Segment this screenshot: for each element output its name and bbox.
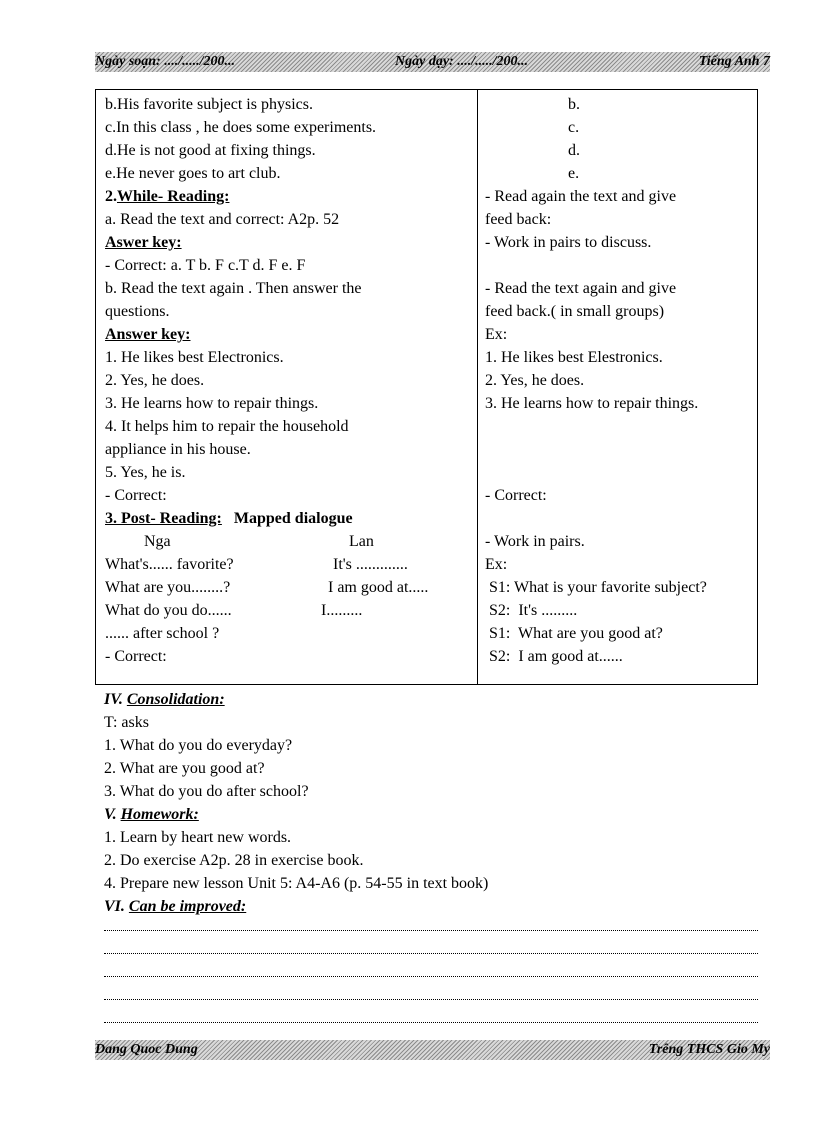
task-d: d.He is not good at fixing things. [105,142,316,159]
task-e: e.He never goes to art club. [105,165,281,182]
while-reading-heading: 2.While- Reading: [105,188,230,205]
right-ex-1: Ex: [485,326,508,343]
right-answer-2: 2. Yes, he does. [485,372,585,389]
dialogue-3a: What do you do...... [105,602,232,619]
right-e: e. [568,165,580,182]
dialogue-1a: What's...... favorite? [105,556,234,573]
dialogue-2a: What are you........? [105,579,231,596]
task-b: b.His favorite subject is physics. [105,96,313,113]
right-feedback-groups: feed back.( in small groups) [485,303,665,320]
right-answer-1: 1. He likes best Elestronics. [485,349,663,366]
right-c: c. [568,119,580,136]
dialogue-4a: ...... after school ? [105,625,220,642]
right-d: d. [568,142,580,159]
column-divider [477,90,478,684]
dotted-line-2 [104,953,758,954]
right-ex-2: Ex: [485,556,508,573]
consolidation-q1: 1. What do you do everyday? [104,737,293,754]
dialogue-1b: It's ............. [333,556,408,573]
answer-5: 5. Yes, he is. [105,464,186,481]
date-prepared: Ngày soạn: ..../...../200... [95,54,235,69]
right-work-pairs: - Work in pairs to discuss. [485,234,652,251]
answer-1: 1. He likes best Electronics. [105,349,284,366]
right-answer-3: 3. He learns how to repair things. [485,395,699,412]
answer-key-heading-1: Aswer key: [105,234,182,251]
name-lan: Lan [349,533,374,550]
dotted-line-3 [104,976,758,977]
right-correct: - Correct: [485,487,547,504]
correct-label-2: - Correct: [105,648,167,665]
while-reading-a: a. Read the text and correct: A2p. 52 [105,211,340,228]
correct-label-1: - Correct: [105,487,167,504]
name-nga: Nga [144,533,171,550]
answer-2: 2. Yes, he does. [105,372,205,389]
answer-4-line-1: 4. It helps him to repair the household [105,418,349,435]
dialogue-3b: I......... [321,602,363,619]
dotted-line-1 [104,930,758,931]
right-work-pairs-2: - Work in pairs. [485,533,585,550]
consolidation-q3: 3. What do you do after school? [104,783,309,800]
lesson-table [95,89,758,685]
header-band [95,52,770,72]
right-s1-question-2: S1: What are you good at? [485,625,663,642]
right-s1-question: S1: What is your favorite subject? [485,579,707,596]
subject-label: Tiếng Anh 7 [698,54,770,69]
while-reading-b-1: b. Read the text again . Then answer the [105,280,362,297]
right-b: b. [568,96,580,113]
homework-3: 4. Prepare new lesson Unit 5: A4-A6 (p. 54-55 in text book) [104,875,489,892]
consolidation-teacher: T: asks [104,714,149,731]
homework-1: 1. Learn by heart new words. [104,829,292,846]
right-s2-answer: S2: It's ......... [485,602,578,619]
answer-key-heading-2: Answer key: [105,326,191,343]
consolidation-heading: IV. Consolidation: [104,691,225,708]
while-reading-b-2: questions. [105,303,170,320]
answer-4-line-2: appliance in his house. [105,441,251,458]
footer-band [95,1040,770,1060]
footer-author: Dang Quoc Dung [95,1042,198,1057]
dotted-line-5 [104,1022,758,1023]
right-read-again: - Read again the text and give [485,188,677,205]
answer-3: 3. He learns how to repair things. [105,395,319,412]
homework-heading: V. Homework: [104,806,199,823]
consolidation-q2: 2. What are you good at? [104,760,265,777]
task-c: c.In this class , he does some experiments. [105,119,377,136]
date-taught: Ngày dạy: ..../...../200... [395,54,528,69]
improve-heading: VI. Can be improved: [104,898,247,915]
dotted-line-4 [104,999,758,1000]
post-reading-heading: 3. Post- Reading: Mapped dialogue [105,510,353,527]
right-feedback: feed back: [485,211,552,228]
homework-2: 2. Do exercise A2p. 28 in exercise book. [104,852,364,869]
right-s2-answer-2: S2: I am good at...... [485,648,623,665]
right-read-again-2: - Read the text again and give [485,280,677,297]
footer-school: Trêng THCS Gio My [648,1042,770,1057]
correct-answers: - Correct: a. T b. F c.T d. F e. F [105,257,306,274]
dialogue-2b: I am good at..... [328,579,429,596]
